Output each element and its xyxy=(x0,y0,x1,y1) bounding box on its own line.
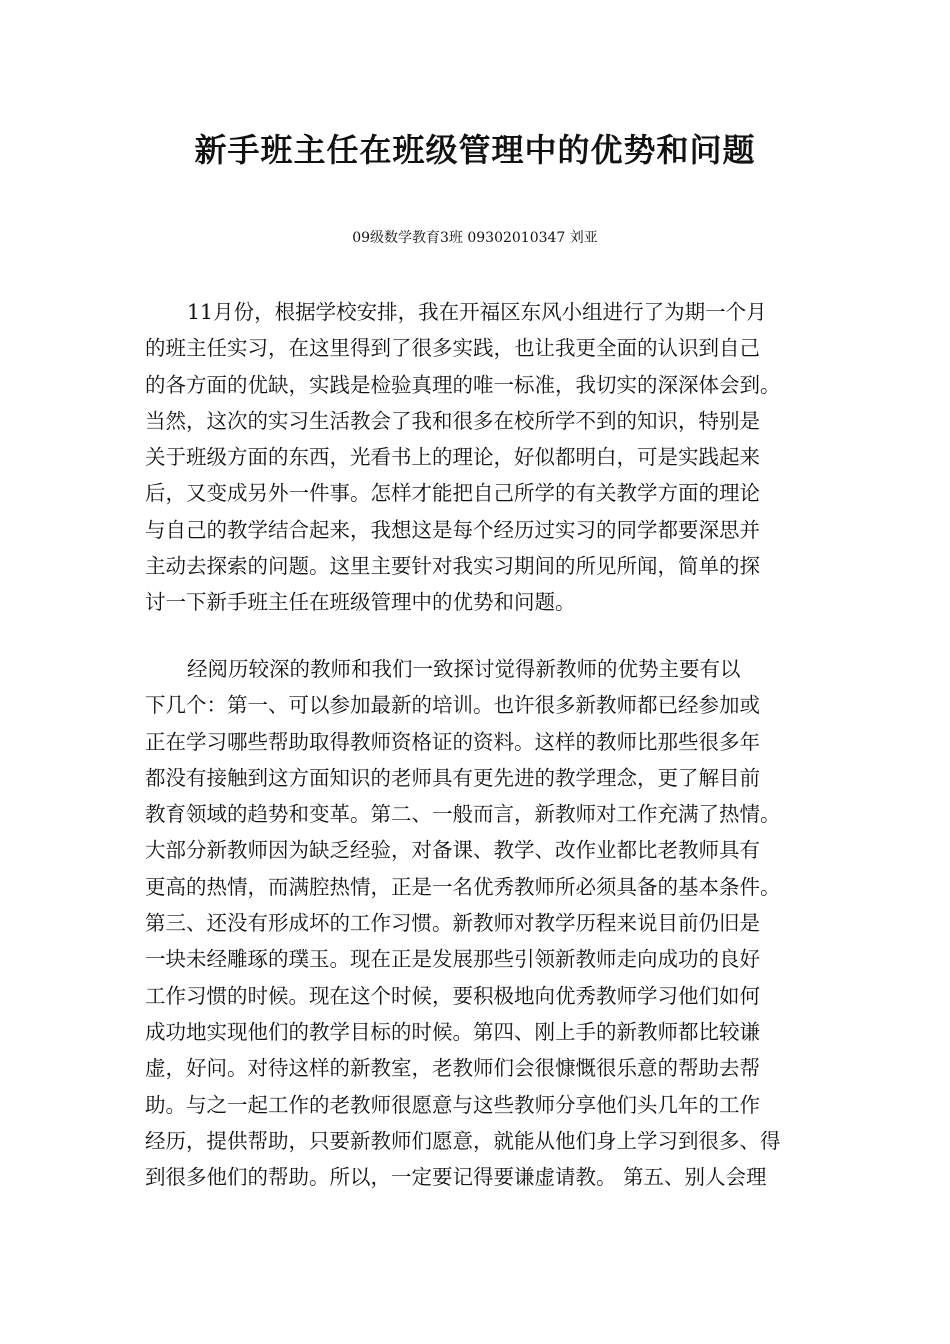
paragraph-line: 虚，好问。对待这样的新教室，老教师们会很慷慨很乐意的帮助去帮 xyxy=(145,1056,760,1081)
paragraph-line: 成功地实现他们的教学目标的时候。第四、刚上手的新教师都比较谦 xyxy=(145,1019,760,1044)
paragraph-2 xyxy=(145,651,810,1195)
paragraph-line: 11月份，根据学校安排，我在开福区东风小组进行了为期一个月 xyxy=(187,300,767,324)
paragraph-line: 下几个：第一、可以参加最新的培训。也许很多新教师都已经参加或 xyxy=(145,693,760,718)
author-byline: 09级数学教育3班 09302010347 刘亚 xyxy=(352,230,598,246)
document-title: 新手班主任在班级管理中的优势和问题 xyxy=(194,131,756,169)
paragraph-line: 讨一下新手班主任在班级管理中的优势和问题。 xyxy=(145,590,576,615)
paragraph-line: 正在学习哪些帮助取得教师资格证的资料。这样的教师比那些很多年 xyxy=(145,729,760,754)
paragraph-line: 都没有接触到这方面知识的老师具有更先进的教学理念，更了解目前 xyxy=(145,765,760,790)
paragraph-line: 经历，提供帮助，只要新教师们愿意，就能从他们身上学习到很多、得 xyxy=(145,1128,781,1153)
paragraph-line: 更高的热情，而满腔热情，正是一名优秀教师所必须具备的基本条件。 xyxy=(145,874,781,899)
paragraph-line: 教育领域的趋势和变革。第二、一般而言，新教师对工作充满了热情。 xyxy=(145,802,781,827)
paragraph-line: 到很多他们的帮助。所以，一定要记得要谦虚请教。 第五、别人会理 xyxy=(145,1165,767,1190)
paragraph-line: 助。与之一起工作的老教师很愿意与这些教师分享他们头几年的工作 xyxy=(145,1092,760,1117)
paragraph-line: 的各方面的优缺，实践是检验真理的唯一标准，我切实的深深体会到。 xyxy=(145,372,781,397)
paragraph-line: 第三、还没有形成坏的工作习惯。新教师对教学历程来说目前仍旧是 xyxy=(145,911,760,936)
paragraph-line: 一块未经雕琢的璞玉。现在正是发展那些引领新教师走向成功的良好 xyxy=(145,947,760,972)
paragraph-line: 当然，这次的实习生活教会了我和很多在校所学不到的知识，特别是 xyxy=(145,408,760,433)
paragraph-line: 关于班级方面的东西，光看书上的理论，好似都明白，可是实践起来 xyxy=(145,445,760,470)
paragraph-1 xyxy=(145,294,810,621)
paragraph-line: 主动去探索的问题。这里主要针对我实习期间的所见所闻，简单的探 xyxy=(145,554,760,579)
paragraph-line: 的班主任实习，在这里得到了很多实践，也让我更全面的认识到自己 xyxy=(145,336,760,361)
paragraph-line: 经阅历较深的教师和我们一致探讨觉得新教师的优势主要有以 xyxy=(187,657,741,681)
paragraph-line: 后，又变成另外一件事。怎样才能把自己所学的有关教学方面的理论 xyxy=(145,481,760,506)
paragraph-line: 与自己的教学结合起来，我想这是每个经历过实习的同学都要深思并 xyxy=(145,517,760,542)
paragraph-line: 工作习惯的时候。现在这个时候，要积极地向优秀教师学习他们如何 xyxy=(145,983,760,1008)
paragraph-line: 大部分新教师因为缺乏经验，对备课、教学、改作业都比老教师具有 xyxy=(145,838,760,863)
